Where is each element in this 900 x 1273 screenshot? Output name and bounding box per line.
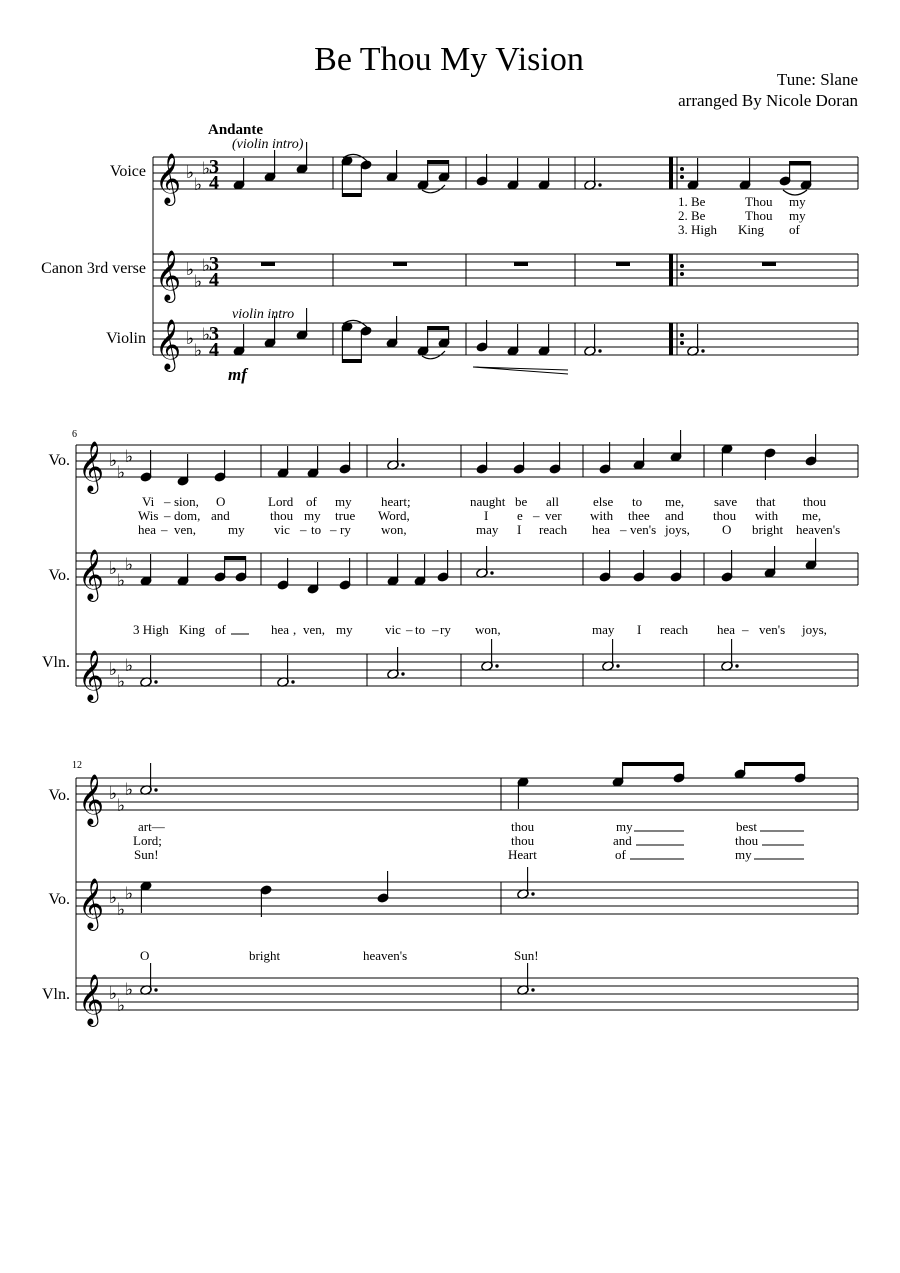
svg-text:of: of — [789, 222, 800, 237]
voice-lyrics-system-3 — [133, 819, 804, 862]
svg-text:ven's: ven's — [630, 522, 657, 537]
svg-text:3: 3 — [209, 323, 219, 345]
beam — [428, 160, 449, 164]
svg-text:Sun!: Sun! — [134, 847, 159, 862]
svg-text:to: to — [415, 622, 426, 637]
svg-text:4: 4 — [209, 269, 219, 291]
svg-text:hea: hea — [592, 522, 611, 537]
flat-icon: ♭ — [125, 980, 134, 1000]
svg-text:won,: won, — [475, 622, 501, 637]
tune-credit: Tune: Slane — [776, 70, 858, 89]
svg-text:I: I — [637, 622, 642, 637]
flat-icon: ♭ — [109, 660, 118, 680]
svg-text:art—: art— — [138, 819, 165, 834]
flat-icon: ♭ — [194, 272, 203, 292]
svg-text:to: to — [632, 494, 643, 509]
svg-text:–: – — [164, 508, 171, 523]
svg-text:ven,: ven, — [174, 522, 197, 537]
svg-text:my: my — [616, 819, 633, 834]
beam — [225, 556, 246, 560]
svg-text:my: my — [228, 522, 245, 537]
svg-text:my: my — [336, 622, 353, 637]
flat-icon: ♭ — [125, 656, 134, 676]
treble-clef-icon: 𝄞 — [155, 153, 182, 204]
svg-text:vic: vic — [385, 622, 401, 637]
svg-text:Thou: Thou — [745, 194, 773, 209]
svg-text:–: – — [432, 622, 439, 637]
flat-icon: ♭ — [202, 159, 211, 179]
svg-text:heaven's: heaven's — [796, 522, 841, 537]
augmentation-dot — [531, 892, 534, 895]
svg-text:hea: hea — [271, 622, 290, 637]
augmentation-dot — [598, 183, 601, 186]
flat-icon: ♭ — [202, 256, 211, 276]
part-abbrev-canon: Vo. — [48, 567, 70, 584]
svg-text:thou: thou — [803, 494, 827, 509]
svg-text:heaven's: heaven's — [363, 948, 408, 963]
flat-icon: ♭ — [125, 447, 134, 467]
svg-text:be: be — [515, 494, 528, 509]
flat-icon: ♭ — [186, 163, 195, 183]
time-signature — [209, 156, 219, 194]
svg-text:Lord: Lord — [268, 494, 294, 509]
part-name-voice: Voice — [109, 163, 146, 180]
svg-text:thou: thou — [735, 833, 759, 848]
svg-text:3: 3 — [209, 253, 219, 275]
treble-clef-icon: 𝄞 — [155, 319, 182, 370]
svg-text:dom,: dom, — [174, 508, 201, 523]
svg-text:–: – — [164, 494, 171, 509]
augmentation-dot — [154, 988, 157, 991]
augmentation-dot — [401, 463, 404, 466]
svg-text:save: save — [714, 494, 738, 509]
music-notation — [76, 142, 858, 1027]
svg-text:–: – — [330, 522, 337, 537]
svg-text:my: my — [304, 508, 321, 523]
svg-text:–: – — [300, 522, 307, 537]
flat-icon: ♭ — [109, 784, 118, 804]
violin-direction: violin intro — [232, 307, 295, 322]
svg-text:I: I — [484, 508, 489, 523]
svg-text:ry: ry — [440, 622, 451, 637]
augmentation-dot — [616, 664, 619, 667]
whole-rest — [393, 262, 407, 266]
augmentation-dot — [735, 664, 738, 667]
svg-text:Sun!: Sun! — [514, 948, 539, 963]
svg-text:2. Be: 2. Be — [678, 208, 706, 223]
svg-text:–: – — [742, 622, 749, 637]
svg-text:joys,: joys, — [802, 622, 827, 637]
svg-text:Thou: Thou — [745, 208, 773, 223]
svg-text:,: , — [293, 622, 297, 637]
svg-text:my: my — [789, 208, 806, 223]
repeat-dot — [680, 272, 684, 276]
svg-text:of: of — [306, 494, 317, 509]
svg-text:may: may — [476, 522, 499, 537]
part-name-violin: Violin — [106, 330, 146, 347]
svg-text:sion,: sion, — [174, 494, 199, 509]
treble-clef-icon: 𝄞 — [78, 650, 105, 701]
dynamic-marking: mf — [228, 365, 247, 384]
svg-text:–: – — [533, 508, 540, 523]
svg-text:and: and — [211, 508, 230, 523]
beam — [428, 326, 449, 330]
augmentation-dot — [598, 349, 601, 352]
svg-text:Word,: Word, — [378, 508, 410, 523]
svg-text:reach: reach — [539, 522, 568, 537]
svg-text:joys,: joys, — [665, 522, 690, 537]
svg-text:4: 4 — [209, 339, 219, 361]
svg-text:thou: thou — [713, 508, 737, 523]
augmentation-dot — [154, 680, 157, 683]
svg-text:me,: me, — [665, 494, 685, 509]
flat-icon: ♭ — [117, 900, 126, 920]
svg-text:best: best — [736, 819, 757, 834]
svg-text:1. Be: 1. Be — [678, 194, 706, 209]
svg-text:ver: ver — [545, 508, 562, 523]
svg-text:thee: thee — [628, 508, 650, 523]
whole-rest — [514, 262, 528, 266]
svg-text:–: – — [406, 622, 413, 637]
beam — [342, 193, 361, 197]
treble-clef-icon: 𝄞 — [155, 250, 182, 301]
flat-icon: ♭ — [109, 451, 118, 471]
repeat-dot — [680, 341, 684, 345]
svg-text:vic: vic — [274, 522, 290, 537]
svg-text:ven's: ven's — [759, 622, 786, 637]
part-name-canon: Canon 3rd verse — [41, 260, 146, 277]
svg-text:O: O — [216, 494, 226, 509]
augmentation-dot — [495, 664, 498, 667]
svg-text:e: e — [517, 508, 523, 523]
svg-text:thou: thou — [511, 833, 535, 848]
svg-text:all: all — [546, 494, 559, 509]
voice-direction: (violin intro) — [232, 137, 304, 152]
flat-icon: ♭ — [117, 672, 126, 692]
arranger-credit: arranged By Nicole Doran — [678, 91, 858, 110]
augmentation-dot — [701, 349, 704, 352]
svg-text:3. High: 3. High — [678, 222, 717, 237]
part-abbrev-violin: Vln. — [42, 986, 70, 1003]
svg-text:reach: reach — [660, 622, 689, 637]
repeat-dot — [680, 167, 684, 171]
svg-text:else: else — [593, 494, 614, 509]
tempo-marking: Andante — [208, 122, 264, 138]
svg-text:hea: hea — [717, 622, 736, 637]
svg-text:thou: thou — [511, 819, 535, 834]
svg-text:me,: me, — [802, 508, 822, 523]
canon-lyrics-system-2 — [133, 622, 827, 637]
beam — [790, 161, 811, 165]
part-abbrev-voice: Vo. — [48, 787, 70, 804]
svg-text:bright: bright — [249, 948, 281, 963]
flat-icon: ♭ — [109, 888, 118, 908]
beam — [623, 762, 684, 766]
svg-text:with: with — [755, 508, 779, 523]
svg-text:my: my — [335, 494, 352, 509]
treble-clef-icon: 𝄞 — [78, 974, 105, 1025]
treble-clef-icon: 𝄞 — [78, 774, 105, 825]
voice-lyrics-system-2 — [138, 494, 840, 537]
flat-icon: ♭ — [186, 260, 195, 280]
svg-text:O: O — [140, 948, 150, 963]
measure-number: 6 — [72, 429, 77, 440]
svg-text:Vi: Vi — [142, 494, 155, 509]
svg-text:true: true — [335, 508, 356, 523]
augmentation-dot — [531, 988, 534, 991]
svg-text:Lord;: Lord; — [133, 833, 162, 848]
repeat-dot — [680, 333, 684, 337]
flat-icon: ♭ — [117, 996, 126, 1016]
svg-text:and: and — [665, 508, 684, 523]
svg-text:naught: naught — [470, 494, 506, 509]
svg-text:King: King — [738, 222, 764, 237]
svg-text:I: I — [517, 522, 522, 537]
treble-clef-icon: 𝄞 — [78, 878, 105, 929]
whole-rest — [261, 262, 275, 266]
svg-text:–: – — [620, 522, 627, 537]
flat-icon: ♭ — [125, 780, 134, 800]
augmentation-dot — [291, 680, 294, 683]
flat-icon: ♭ — [194, 341, 203, 361]
time-signature — [209, 253, 219, 291]
svg-text:of: of — [615, 847, 626, 862]
part-abbrev-voice: Vo. — [48, 452, 70, 469]
svg-text:heart;: heart; — [381, 494, 411, 509]
svg-text:of: of — [215, 622, 226, 637]
repeat-dot — [680, 264, 684, 268]
part-abbrev-violin: Vln. — [42, 654, 70, 671]
score-title: Be Thou My Vision — [314, 41, 584, 78]
flat-icon: ♭ — [125, 884, 134, 904]
svg-text:to: to — [311, 522, 322, 537]
beam — [745, 762, 805, 766]
part-abbrev-canon: Vo. — [48, 891, 70, 908]
svg-text:ven,: ven, — [303, 622, 326, 637]
augmentation-dot — [490, 571, 493, 574]
whole-rest — [616, 262, 630, 266]
svg-text:with: with — [590, 508, 614, 523]
svg-text:hea: hea — [138, 522, 157, 537]
svg-text:–: – — [161, 522, 168, 537]
svg-text:ry: ry — [340, 522, 351, 537]
svg-text:King: King — [179, 622, 205, 637]
svg-text:3 High: 3 High — [133, 622, 169, 637]
svg-text:Wis: Wis — [138, 508, 159, 523]
svg-text:won,: won, — [381, 522, 407, 537]
augmentation-dot — [154, 788, 157, 791]
augmentation-dot — [401, 672, 404, 675]
flat-icon: ♭ — [202, 325, 211, 345]
svg-text:my: my — [735, 847, 752, 862]
treble-clef-icon: 𝄞 — [78, 441, 105, 492]
svg-text:may: may — [592, 622, 615, 637]
svg-text:and: and — [613, 833, 632, 848]
canon-lyrics-system-3 — [140, 948, 539, 963]
svg-text:3: 3 — [209, 156, 219, 178]
measure-number: 12 — [72, 760, 82, 771]
flat-icon: ♭ — [109, 984, 118, 1004]
flat-icon: ♭ — [125, 555, 134, 575]
svg-text:thou: thou — [270, 508, 294, 523]
svg-text:O: O — [722, 522, 732, 537]
treble-clef-icon: 𝄞 — [78, 549, 105, 600]
flat-icon: ♭ — [194, 175, 203, 195]
verse-starts — [678, 194, 806, 237]
flat-icon: ♭ — [117, 463, 126, 483]
whole-rest — [762, 262, 776, 266]
svg-text:Heart: Heart — [508, 847, 537, 862]
repeat-dot — [680, 175, 684, 179]
svg-text:bright: bright — [752, 522, 784, 537]
svg-text:my: my — [789, 194, 806, 209]
flat-icon: ♭ — [109, 559, 118, 579]
diminuendo-hairpin — [473, 367, 568, 374]
flat-icon: ♭ — [117, 571, 126, 591]
svg-text:that: that — [756, 494, 776, 509]
flat-icon: ♭ — [186, 329, 195, 349]
flat-icon: ♭ — [117, 796, 126, 816]
beam — [342, 359, 361, 363]
svg-text:4: 4 — [209, 172, 219, 194]
